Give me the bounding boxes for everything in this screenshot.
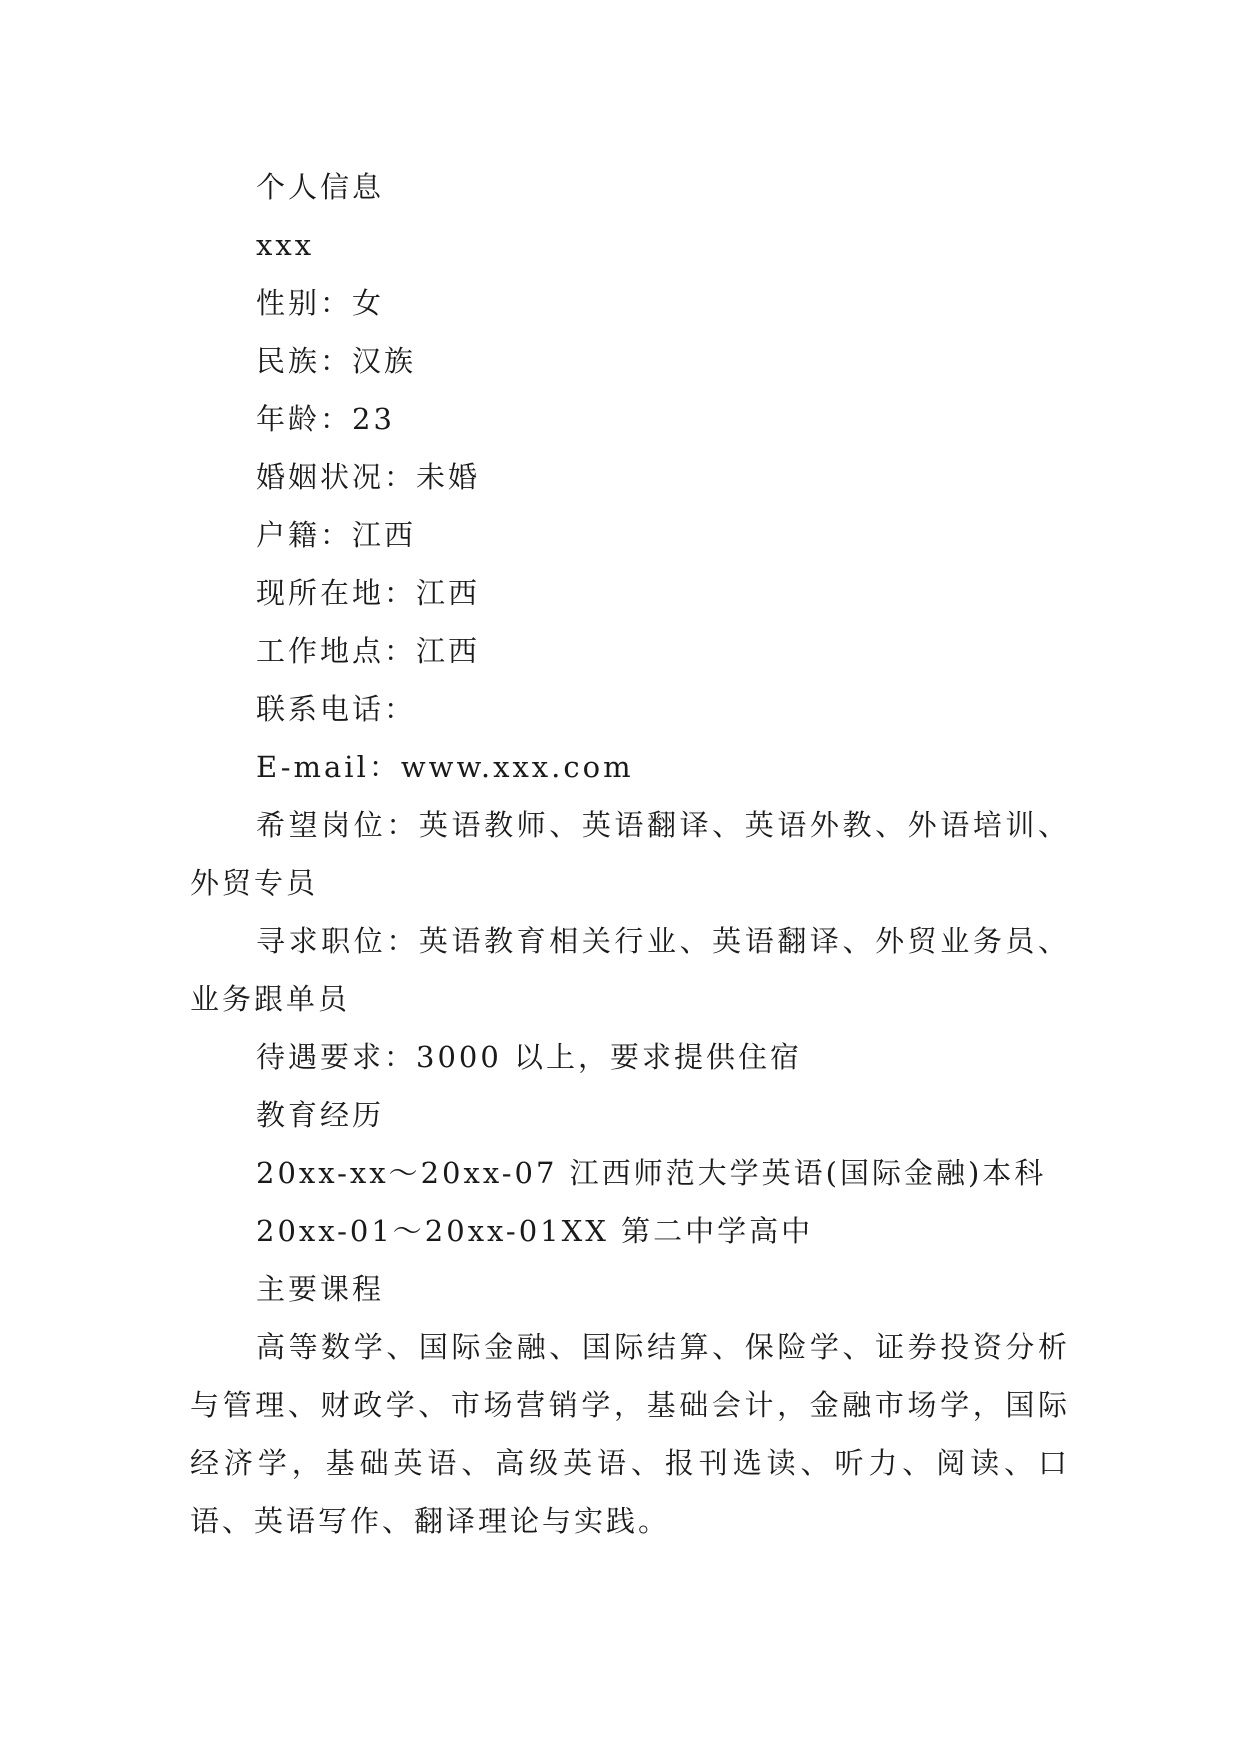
section-heading-education: 教育经历 [256, 1098, 385, 1132]
current-location: 现所在地：江西 [256, 576, 481, 610]
section-heading-courses: 主要课程 [256, 1272, 385, 1306]
work-location: 工作地点：江西 [256, 634, 481, 668]
ethnicity: 民族：汉族 [256, 344, 417, 378]
salary-requirement: 待遇要求：3000 以上，要求提供住宿 [256, 1040, 803, 1074]
education-entry: 20xx-xx～20xx-07 江西师范大学英语(国际金融)本科 [256, 1156, 1047, 1190]
marital-status: 婚姻状况：未婚 [256, 460, 481, 494]
desired-positions: 希望岗位：英语教师、英语翻译、英语外教、外语培训、外贸专员 [190, 808, 1070, 900]
courses-list: 高等数学、国际金融、国际结算、保险学、证券投资分析与管理、财政学、市场营销学，基础会计，金融市场学，国际经济学，基础英语、高级英语、报刊选读、听力、阅读、口语、英语写作、翻译理论与实践。 [190, 1330, 1070, 1538]
section-heading-personal-info: 个人信息 [256, 170, 385, 204]
household-registration: 户籍：江西 [256, 518, 417, 552]
sought-positions: 寻求职位：英语教育相关行业、英语翻译、外贸业务员、业务跟单员 [190, 924, 1070, 1016]
age: 年龄：23 [256, 402, 395, 436]
email: E-mail：www.xxx.com [256, 750, 634, 784]
gender: 性别：女 [256, 286, 385, 320]
name: xxx [256, 228, 315, 262]
phone: 联系电话： [256, 692, 417, 726]
resume-content [190, 158, 1070, 1550]
education-entry: 20xx-01～20xx-01XX 第二中学高中 [256, 1214, 814, 1248]
